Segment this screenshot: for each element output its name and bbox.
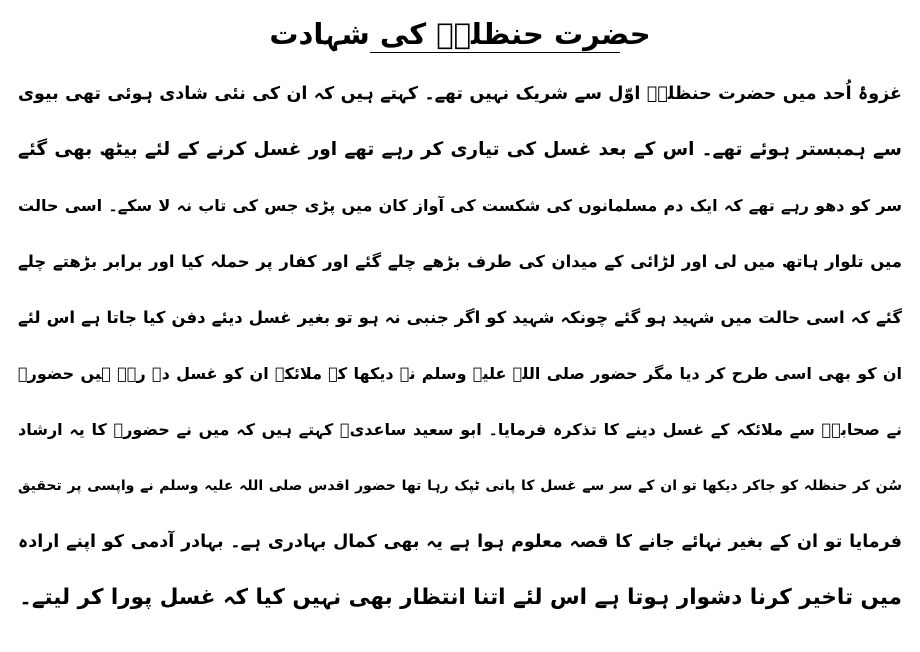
- title-underline: [370, 52, 620, 53]
- text-line: سر کو دھو رہے تھے کہ ایک دم مسلمانوں کی شکست کی آواز کان میں پڑی جس کی تاب نہ لا سکے۔ اسی حالت: [18, 196, 902, 215]
- text-line: میں تلوار ہاتھ میں لی اور لڑائی کے میدان کی طرف بڑھے چلے گئے اور کفار پر حملہ کیا اور برابر بڑھتے چلے: [18, 252, 902, 271]
- text-line: میں تاخیر کرنا دشوار ہوتا ہے اس لئے اتنا انتظار بھی نہیں کیا کہ غسل پورا کر لیتے۔: [19, 585, 902, 610]
- text-line: ان کو بھی اسی طرح کر دیا مگر حضور صلی اللہ علیہ وسلم نے دیکھا کہ ملائکہ ان کو غسل دے رہے ہیں حضورؐ: [18, 364, 902, 383]
- text-line: غزوۂ اُحد میں حضرت حنظلہؓ اوّل سے شریک نہیں تھے۔ کہتے ہیں کہ ان کی نئی شادی ہوئی تھی بیوی: [18, 84, 902, 104]
- text-line: نے صحابہؓ سے ملائکہ کے غسل دینے کا تذکرہ فرمایا۔ ابو سعید ساعدیؓ کہتے ہیں کہ میں نے حضورؐ کا یہ ارشاد: [18, 420, 902, 439]
- text-line: گئے کہ اسی حالت میں شہید ہو گئے چونکہ شہید کو اگر جنبی نہ ہو تو بغیر غسل دیئے دفن کیا جاتا ہے اس لئے: [18, 308, 902, 327]
- text-line: سُن کر حنظلہ کو جاکر دیکھا تو ان کے سر سے غسل کا پانی ٹپک رہا تھا حضور اقدس صلی اللہ علیہ وسلم نے واپسی پر تحقیق: [18, 478, 902, 494]
- text-line: فرمایا تو ان کے بغیر نہائے جانے کا قصہ معلوم ہوا ہے یہ بھی کمال بہادری ہے۔ بہادر آدمی کو اپنے ارادہ: [18, 532, 902, 552]
- body-paragraph: [18, 66, 902, 626]
- page-title: حضرت حنظلہؓ کی شہادت: [269, 17, 651, 51]
- text-line: سے ہمبستر ہوئے تھے۔ اس کے بعد غسل کی تیاری کر رہے تھے اور غسل کرنے کے لئے بیٹھ بھی گئے: [18, 139, 902, 160]
